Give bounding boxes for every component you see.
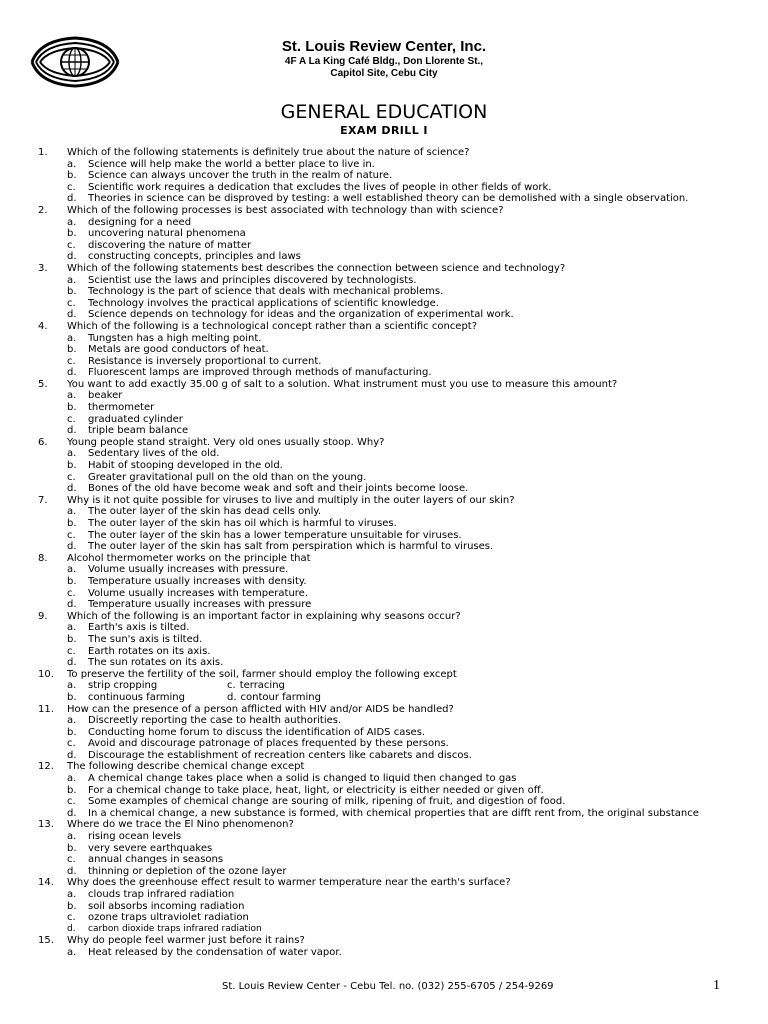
question-number: 7. — [38, 494, 48, 506]
answer-option — [67, 309, 724, 321]
answer-option — [67, 298, 724, 310]
option-text: graduated cylinder — [88, 413, 183, 425]
option-letter: c. — [67, 413, 76, 425]
question-body — [67, 437, 724, 495]
option-text: Earth rotates on its axis. — [88, 645, 211, 657]
question-body — [67, 553, 724, 611]
option-text: carbon dioxide traps infrared radiation — [88, 923, 262, 934]
option-letter: c. — [67, 181, 76, 193]
answer-option — [67, 356, 724, 368]
option-letter: b. — [67, 842, 77, 854]
option-text: uncovering natural phenomena — [88, 228, 246, 240]
option-letter: a. — [67, 715, 77, 727]
answer-option — [67, 425, 724, 437]
option-text: Temperature usually increases with pressure — [88, 599, 312, 611]
option-text: Fluorescent lamps are improved through methods of manufacturing. — [88, 367, 432, 379]
option-text: A chemical change takes place when a solid is changed to liquid then changed to gas — [88, 773, 517, 785]
option-letter: c. — [67, 529, 76, 541]
option-text: continuous farming — [88, 691, 185, 703]
option-text: clouds trap infrared radiation — [88, 889, 235, 900]
option-text: Technology involves the practical applications of scientific knowledge. — [88, 297, 439, 309]
answer-option — [67, 506, 724, 518]
option-letter: b. — [67, 900, 77, 912]
answer-option — [67, 275, 724, 287]
organization-name: St. Louis Review Center, Inc. — [281, 38, 487, 55]
answer-option — [67, 854, 724, 866]
option-letter: c. — [67, 912, 76, 924]
option-text: Sedentary lives of the old. — [88, 448, 220, 460]
question-item — [38, 437, 724, 495]
question-text: The following describe chemical change except — [67, 761, 305, 773]
question-text: Which of the following processes is best associated with technology than with science? — [67, 204, 504, 216]
question-body — [67, 669, 724, 704]
option-letter: c. — [67, 355, 76, 367]
answer-option — [67, 634, 724, 646]
answer-option — [67, 240, 724, 252]
option-text: ozone traps ultraviolet radiation — [88, 912, 249, 924]
option-letter: a. — [67, 274, 77, 286]
option-text: Scientific work requires a dedication that excludes the lives of people in other fields of work. — [88, 181, 552, 193]
answer-option — [67, 460, 724, 472]
option-letter: b. — [67, 286, 77, 298]
option-letter: a. — [67, 158, 77, 170]
question-number: 5. — [38, 378, 48, 390]
option-text: thinning or depletion of the ozone layer — [88, 865, 287, 877]
option-letter: b. — [67, 691, 77, 703]
question-text: You want to add exactly 35.00 g of salt to a solution. What instrument must you use to measure this amount? — [67, 378, 618, 390]
question-number: 13. — [38, 819, 54, 831]
option-letter: a. — [67, 506, 77, 518]
answer-option — [67, 390, 724, 402]
question-text: How can the presence of a person afflicted with HIV and/or AIDS be handled? — [67, 703, 454, 715]
option-letter: d. — [67, 251, 77, 263]
answer-option — [67, 646, 724, 658]
answer-option — [67, 576, 724, 588]
answer-option — [67, 193, 724, 205]
question-number: 6. — [38, 436, 48, 448]
question-item — [38, 819, 724, 877]
answer-option — [67, 680, 227, 692]
answer-option — [67, 715, 724, 727]
question-text: Which of the following is a technological concept rather than a scientific concept? — [67, 320, 478, 332]
answer-option — [67, 622, 724, 634]
question-text: Which of the following is an important factor in explaining why seasons occur? — [67, 610, 461, 622]
question-item — [38, 147, 724, 205]
answer-option — [67, 738, 724, 750]
option-text: soil absorbs incoming radiation — [88, 900, 245, 912]
option-letter: a. — [67, 448, 77, 460]
option-letter: d. — [67, 483, 77, 495]
option-letter: d. — [67, 807, 77, 819]
option-letter: a. — [67, 622, 77, 634]
option-text: Science can always uncover the truth in the realm of nature. — [88, 170, 393, 182]
option-text: designing for a need — [88, 216, 192, 228]
option-text: Heat released by the condensation of water vapor. — [88, 946, 342, 958]
question-item — [38, 379, 724, 437]
answer-option — [67, 599, 724, 611]
answer-option — [67, 657, 724, 669]
answer-option — [67, 796, 724, 808]
question-body — [67, 761, 724, 819]
question-body — [67, 379, 724, 437]
answer-option — [67, 286, 724, 298]
answer-option — [67, 170, 724, 182]
option-letter: c. — [67, 645, 76, 657]
letterhead — [0, 38, 768, 80]
option-letter: c. — [67, 854, 76, 866]
answer-option — [67, 773, 724, 785]
option-letter: c. — [67, 796, 76, 808]
option-text: The outer layer of the skin has oil which is harmful to viruses. — [88, 518, 397, 529]
question-body — [67, 704, 724, 762]
option-letter: c. — [67, 239, 76, 251]
option-letter: a. — [67, 216, 77, 228]
answer-option — [67, 530, 724, 542]
question-body — [67, 819, 724, 877]
option-letter: d. — [67, 749, 77, 761]
option-text: Technology is the part of science that deals with mechanical problems. — [88, 286, 444, 298]
question-item — [38, 704, 724, 762]
question-item — [38, 495, 724, 553]
question-text: Young people stand straight. Very old ones usually stoop. Why? — [67, 436, 385, 448]
question-item — [38, 553, 724, 611]
question-number: 8. — [38, 552, 48, 564]
option-letter: a. — [67, 831, 77, 843]
answer-option — [67, 564, 724, 576]
question-item — [38, 935, 724, 958]
option-text: Temperature usually increases with density. — [88, 575, 307, 587]
question-text: Why is it not quite possible for viruses to live and multiply in the outer layers of our skin? — [67, 494, 515, 506]
option-letter: d. — [67, 425, 77, 437]
option-letter: d. — [67, 309, 77, 321]
option-text: Discreetly reporting the case to health authorities. — [88, 715, 342, 727]
question-text: Which of the following statements is definitely true about the nature of science? — [67, 147, 470, 158]
option-text: The outer layer of the skin has dead cells only. — [88, 506, 322, 518]
option-letter: c. — [67, 297, 76, 309]
question-number: 2. — [38, 204, 48, 216]
question-item — [38, 263, 724, 321]
option-letter: b. — [67, 575, 77, 587]
option-letter: b. — [67, 784, 77, 796]
option-letter: b. — [67, 633, 77, 645]
question-body — [67, 321, 724, 379]
answer-option — [67, 414, 724, 426]
option-letter: d. — [67, 367, 77, 379]
option-text: rising ocean levels — [88, 831, 182, 843]
document-subtitle: EXAM DRILL I — [340, 124, 428, 137]
option-letter: b. — [67, 344, 77, 356]
option-text: Greater gravitational pull on the old than on the young. — [88, 471, 367, 483]
option-text: Scientist use the laws and principles discovered by technologists. — [88, 274, 417, 286]
question-text: Where do we trace the El Nino phenomenon? — [67, 819, 294, 831]
answer-option — [67, 251, 724, 263]
question-number: 3. — [38, 262, 48, 274]
option-letter: c. — [67, 738, 76, 750]
question-text: Why do people feel warmer just before it rains? — [67, 935, 305, 947]
question-item — [38, 669, 724, 704]
answer-option — [67, 217, 724, 229]
option-text: terracing — [239, 680, 285, 692]
option-letter: b. — [67, 402, 77, 414]
question-body — [67, 935, 724, 958]
option-letter: a. — [67, 564, 77, 576]
answer-option — [67, 344, 724, 356]
answer-option — [67, 588, 724, 600]
answer-option — [67, 402, 724, 414]
option-text: strip cropping — [88, 680, 158, 692]
question-body — [67, 205, 724, 263]
option-text: The outer layer of the skin has a lower temperature unsuitable for viruses. — [88, 529, 462, 541]
option-text: constructing concepts, principles and laws — [88, 251, 301, 263]
answer-option — [67, 947, 724, 959]
answer-option — [67, 518, 724, 530]
option-letter: d. — [67, 541, 77, 553]
option-letter: a. — [67, 332, 77, 344]
option-text: Some examples of chemical change are souring of milk, ripening of fruit, and digestion of food. — [88, 796, 566, 808]
answer-option — [67, 750, 724, 762]
option-letter: c. — [67, 587, 76, 599]
answer-option — [67, 808, 724, 820]
option-letter: d. — [227, 691, 237, 703]
question-text: Which of the following statements best describes the connection between science and technology? — [67, 262, 566, 274]
address-line-2: Capitol Site, Cebu City — [330, 68, 438, 79]
option-letter: b. — [67, 726, 77, 738]
option-text: Volume usually increases with pressure. — [88, 564, 289, 576]
option-text: Science depends on technology for ideas and the organization of experimental work. — [88, 309, 514, 321]
question-body — [67, 611, 724, 669]
question-body — [67, 263, 724, 321]
page-number: 1 — [713, 978, 720, 993]
question-body — [67, 495, 724, 553]
question-number: 4. — [38, 320, 48, 332]
answer-option — [67, 924, 724, 936]
option-letter: c. — [227, 680, 236, 692]
option-text: The sun's axis is tilted. — [88, 633, 203, 645]
question-item — [38, 877, 724, 935]
answer-option — [67, 727, 724, 739]
answer-option — [67, 333, 724, 345]
question-list — [38, 147, 724, 959]
option-text: The sun rotates on its axis. — [88, 657, 224, 669]
option-letter: d. — [67, 657, 77, 669]
option-letter: b. — [67, 170, 77, 182]
option-text: Discourage the establishment of recreation centers like cabarets and discos. — [88, 749, 472, 761]
option-text: very severe earthquakes — [88, 842, 213, 854]
question-number: 14. — [38, 877, 54, 889]
question-item — [38, 611, 724, 669]
address-line-1: 4F A La King Café Bldg., Don Llorente St., — [284, 56, 484, 67]
question-number: 11. — [38, 703, 54, 715]
answer-option — [67, 182, 724, 194]
question-text: Why does the greenhouse effect result to warmer temperature near the earth's surface? — [67, 877, 511, 889]
answer-option — [67, 483, 724, 495]
answer-option-pair — [67, 680, 724, 692]
option-letter: a. — [67, 946, 77, 958]
question-text: Alcohol thermometer works on the principle that — [67, 552, 311, 564]
answer-option — [67, 866, 724, 878]
answer-option-pair — [67, 692, 724, 704]
option-text: Tungsten has a high melting point. — [88, 332, 262, 344]
question-item — [38, 761, 724, 819]
option-letter: d. — [67, 865, 77, 877]
option-letter: c. — [67, 471, 76, 483]
answer-option — [67, 541, 724, 553]
option-text: Earth's axis is tilted. — [88, 622, 190, 634]
answer-option — [67, 692, 227, 704]
option-letter: d. — [67, 599, 77, 611]
option-letter: b. — [67, 460, 77, 472]
option-text: discovering the nature of matter — [88, 239, 252, 251]
option-text: Bones of the old have become weak and soft and their joints become loose. — [88, 483, 469, 495]
answer-option — [227, 692, 321, 704]
answer-option — [67, 228, 724, 240]
option-text: Avoid and discourage patronage of places frequented by these persons. — [88, 738, 449, 750]
question-item — [38, 205, 724, 263]
option-text: beaker — [88, 390, 123, 402]
answer-option — [67, 448, 724, 460]
answer-option — [67, 912, 724, 924]
answer-option — [67, 901, 724, 913]
option-letter: b. — [67, 518, 77, 529]
option-letter: b. — [67, 228, 77, 240]
option-text: triple beam balance — [88, 425, 189, 437]
answer-option — [67, 159, 724, 171]
option-text: In a chemical change, a new substance is formed, with chemical properties that are difft rent from, the original substance — [88, 807, 699, 819]
question-item — [38, 321, 724, 379]
answer-option — [67, 785, 724, 797]
option-letter: a. — [67, 390, 77, 402]
question-body — [67, 877, 724, 935]
option-text: Resistance is inversely proportional to current. — [88, 355, 322, 367]
option-text: Theories in science can be disproved by testing: a well established theory can be demolished with a single observation. — [88, 193, 689, 205]
question-text: To preserve the fertility of the soil, farmer should employ the following except — [67, 668, 457, 680]
question-number: 10. — [38, 668, 54, 680]
option-letter: a. — [67, 680, 77, 692]
answer-option — [227, 680, 285, 692]
question-body — [67, 147, 724, 205]
footer-contact: St. Louis Review Center - Cebu Tel. no. (032) 255-6705 / 254-9269 — [222, 981, 554, 992]
option-text: Conducting home forum to discuss the identification of AIDS cases. — [88, 726, 426, 738]
answer-option — [67, 472, 724, 484]
option-letter: d. — [67, 193, 77, 205]
answer-option — [67, 367, 724, 379]
question-number: 1. — [38, 147, 48, 158]
option-text: thermometer — [88, 402, 155, 414]
option-text: Metals are good conductors of heat. — [88, 344, 269, 356]
option-text: Science will help make the world a better place to live in. — [88, 158, 375, 170]
option-text: For a chemical change to take place, heat, light, or electricity is either needed or given off. — [88, 784, 544, 796]
answer-option — [67, 831, 724, 843]
option-letter: d. — [67, 923, 76, 934]
option-text: Habit of stooping developed in the old. — [88, 460, 283, 472]
answer-option — [67, 889, 724, 901]
question-number: 12. — [38, 761, 54, 773]
answer-option — [67, 843, 724, 855]
option-letter: a. — [67, 773, 77, 785]
option-letter: a. — [67, 889, 77, 900]
question-number: 9. — [38, 610, 48, 622]
document-title: GENERAL EDUCATION — [280, 101, 488, 123]
option-text: The outer layer of the skin has salt from perspiration which is harmful to viruses. — [88, 541, 494, 553]
question-number: 15. — [38, 935, 54, 947]
option-text: annual changes in seasons — [88, 854, 224, 866]
option-text: Volume usually increases with temperature. — [88, 587, 309, 599]
option-text: contour farming — [240, 691, 321, 703]
